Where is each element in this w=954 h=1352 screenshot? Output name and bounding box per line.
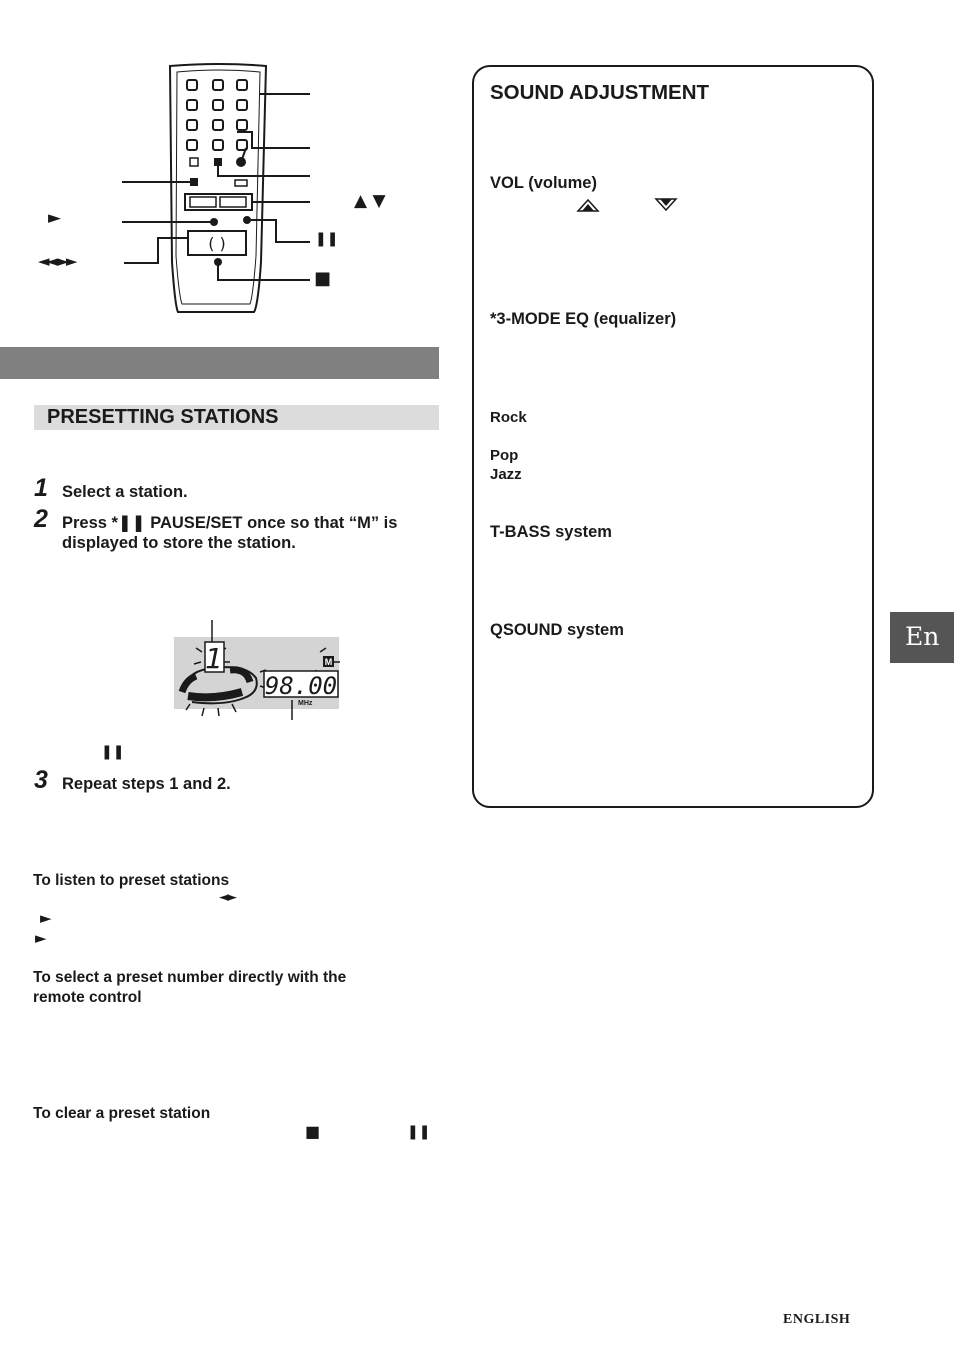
lcd-memory-indicator: M [324, 657, 333, 667]
clear-preset-title: To clear a preset station [33, 1105, 211, 1122]
step-3-number: 3 [34, 766, 48, 794]
step-1-text: Select a station. [62, 483, 188, 501]
step-2-text-line2: displayed to store the station. [62, 534, 296, 552]
tbass-title: T-BASS system [490, 523, 612, 541]
pause-icon-clear: ❚❚ [407, 1124, 431, 1140]
presetting-title: PRESETTING STATIONS [47, 406, 279, 428]
step-1-number: 1 [34, 474, 48, 502]
listen-preset-title: To listen to preset stations [33, 872, 230, 889]
eq-title: *3-MODE EQ (equalizer) [490, 310, 677, 328]
lcd-display-illustration [174, 620, 340, 720]
step-2-text-line1: Press *❚❚ PAUSE/SET once so that “M” is [62, 514, 398, 532]
step-2-number: 2 [34, 505, 48, 533]
pause-icon-note: ❚❚ [101, 744, 125, 760]
pause-icon: ❚❚ [315, 231, 339, 247]
eq-mode-jazz: Jazz [490, 466, 522, 483]
eq-mode-pop: Pop [490, 447, 519, 464]
footer-language: ENGLISH [783, 1312, 851, 1327]
lcd-preset-number: 1 [205, 642, 223, 675]
sound-adjustment-title: SOUND ADJUSTMENT [490, 81, 710, 104]
volume-up-icon [576, 197, 600, 213]
play-icon-1: ► [40, 909, 52, 927]
up-down-icon: ▲ ▼ [354, 191, 386, 211]
step-3-text: Repeat steps 1 and 2. [62, 775, 231, 793]
direct-select-title-line2: remote control [33, 989, 142, 1006]
language-tab [890, 612, 954, 663]
eq-mode-rock: Rock [490, 409, 527, 426]
svg-text:( ): ( ) [208, 234, 226, 253]
presetting-heading [34, 405, 439, 430]
lcd-unit: MHz [298, 700, 313, 707]
section-banner [0, 347, 439, 379]
volume-down-icon [654, 197, 678, 213]
lcd-frequency: 98.00 [264, 672, 338, 700]
skip-buttons-icon: ◄◄ ►► [38, 252, 75, 270]
remote-control-illustration [30, 60, 430, 320]
stop-icon-clear: ■ [305, 1122, 321, 1141]
vol-title: VOL (volume) [490, 174, 597, 192]
play-icon-2: ► [35, 929, 47, 947]
language-tab-label: En [905, 622, 940, 651]
stop-icon: ■ [314, 268, 332, 289]
tune-arrows-icon: ◄► [219, 890, 235, 905]
qsound-title: QSOUND system [490, 621, 624, 639]
play-icon: ► [48, 208, 62, 228]
direct-select-title-line1: To select a preset number directly with the [33, 969, 347, 986]
